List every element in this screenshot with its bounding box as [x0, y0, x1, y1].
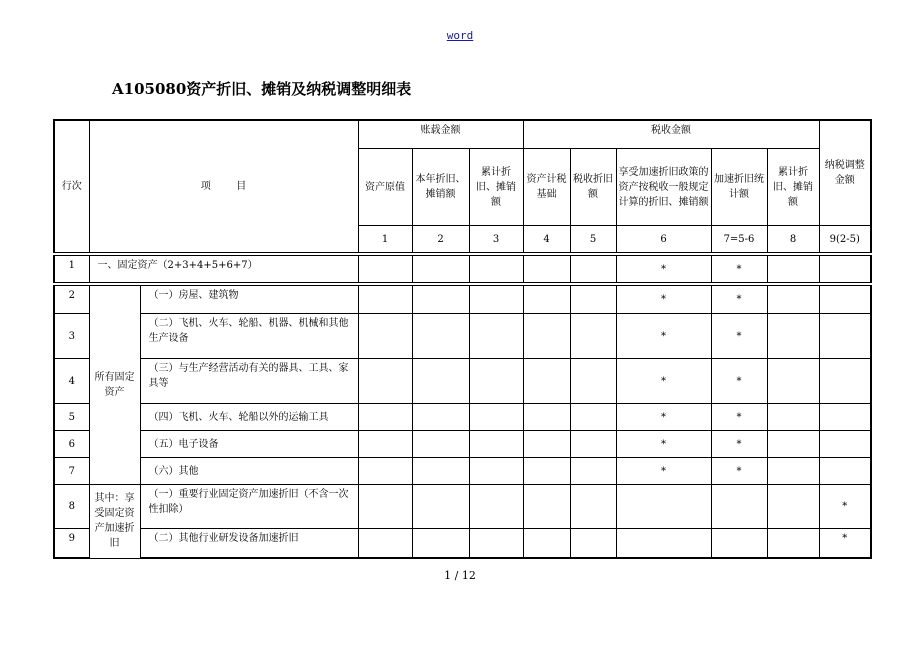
table-row [54, 485, 871, 529]
table-row [54, 458, 871, 485]
header-shuishou: 税收金额 [523, 120, 819, 149]
row-number: 3 [54, 314, 89, 359]
document-title: A105080资产折旧、摊销及纳税调整明细表 [112, 80, 412, 98]
colnum-9: 9(2-5) [819, 226, 871, 253]
star-mark: * [711, 314, 767, 359]
star-mark: * [616, 404, 711, 431]
group-fixed-assets: 所有固定资产 [89, 286, 140, 485]
header-word-link[interactable]: word [446, 29, 474, 42]
star-mark: * [711, 256, 767, 283]
header-hanci: 行次 [54, 120, 89, 253]
header-adjust: 纳税调整金额 [819, 120, 871, 226]
colnum-8: 8 [767, 226, 819, 253]
row-label: （五）电子设备 [140, 431, 358, 458]
table-row [54, 431, 871, 458]
colnum-6: 6 [616, 226, 711, 253]
header-sub-3: 累计折旧、摊销额 [469, 149, 523, 226]
header-sub-4: 资产计税基础 [523, 149, 570, 226]
row-number: 6 [54, 431, 89, 458]
star-mark: * [711, 431, 767, 458]
star-mark: * [711, 359, 767, 404]
row-label: （一）重要行业固定资产加速折旧（不含一次性扣除） [140, 485, 358, 529]
page-number: 1 / 12 [444, 569, 476, 582]
header-row-1 [54, 120, 871, 149]
header-sub-6: 享受加速折旧政策的资产按税收一般规定计算的折旧、摊销额 [616, 149, 711, 226]
table-row [54, 359, 871, 404]
header-sub-2: 本年折旧、摊销额 [412, 149, 469, 226]
row-label: （六）其他 [140, 458, 358, 485]
row-label: （一）房屋、建筑物 [140, 286, 358, 314]
header-zhangzai: 账载金额 [358, 120, 523, 149]
star-mark: * [819, 529, 871, 559]
colnum-4: 4 [523, 226, 570, 253]
row-label: （三）与生产经营活动有关的器具、工具、家具等 [140, 359, 358, 404]
depreciation-table [53, 119, 872, 559]
table-row [54, 256, 871, 283]
table-row [54, 314, 871, 359]
colnum-7: 7=5-6 [711, 226, 767, 253]
star-mark: * [616, 359, 711, 404]
table-row [54, 404, 871, 431]
star-mark: * [616, 431, 711, 458]
star-mark: * [616, 286, 711, 314]
header-xiangmu: 项 目 [89, 120, 358, 253]
star-mark: * [616, 256, 711, 283]
star-mark: * [819, 485, 871, 529]
header-sub-1: 资产原值 [358, 149, 412, 226]
colnum-2: 2 [412, 226, 469, 253]
table-row [54, 286, 871, 314]
star-mark: * [711, 458, 767, 485]
header-sub-5: 税收折旧额 [570, 149, 616, 226]
row-label: （二）飞机、火车、轮船、机器、机械和其他生产设备 [140, 314, 358, 359]
header-sub-7: 加速折旧统计额 [711, 149, 767, 226]
star-mark: * [711, 286, 767, 314]
header-sub-8: 累计折旧、摊销额 [767, 149, 819, 226]
colnum-1: 1 [358, 226, 412, 253]
colnum-5: 5 [570, 226, 616, 253]
row-number: 5 [54, 404, 89, 431]
row-label: 一、固定资产（2+3+4+5+6+7） [89, 256, 358, 283]
group-accelerated: 其中：享受固定资产加速折旧 [89, 485, 140, 559]
row-label: （二）其他行业研发设备加速折旧 [140, 529, 358, 559]
table-row [54, 529, 871, 559]
row-label: （四）飞机、火车、轮船以外的运输工具 [140, 404, 358, 431]
colnum-3: 3 [469, 226, 523, 253]
row-number: 7 [54, 458, 89, 485]
row-number: 2 [54, 286, 89, 314]
row-number: 8 [54, 485, 89, 529]
star-mark: * [616, 314, 711, 359]
star-mark: * [711, 404, 767, 431]
row-number: 4 [54, 359, 89, 404]
row-number: 9 [54, 529, 89, 559]
star-mark: * [616, 458, 711, 485]
row-number: 1 [54, 256, 89, 283]
